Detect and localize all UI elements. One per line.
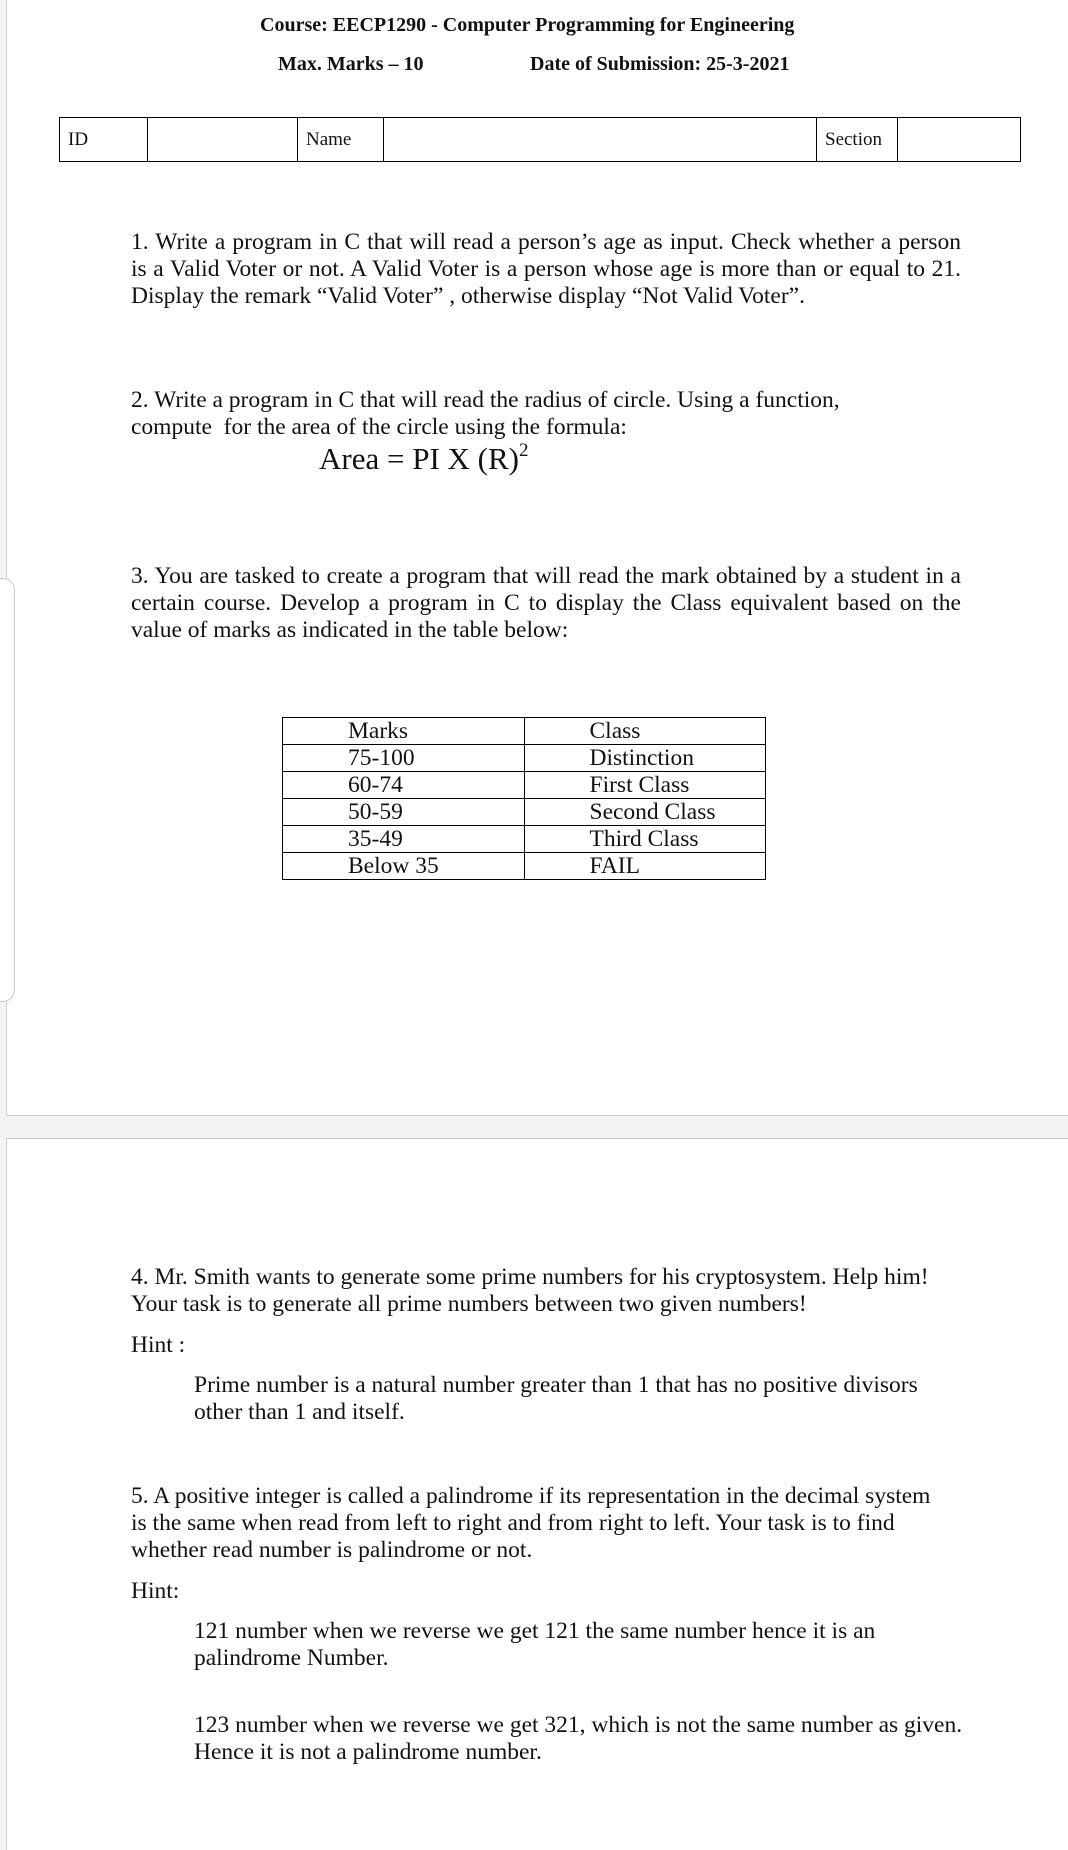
question-5: 5. A positive integer is called a palindrome if its representation in the decimal system is the same when read from left to right and from right to left. Your task is to find whether read number is palindrome or not.	[131, 1483, 931, 1563]
question-2-line-2: compute for the area of the circle using the formula:	[131, 414, 627, 440]
class-cell: Distinction	[524, 745, 766, 772]
name-label: Name	[298, 118, 384, 162]
course-title: Course: EECP1290 - Computer Programming for Engineering	[260, 14, 795, 36]
table-row	[283, 772, 766, 799]
table-row	[283, 745, 766, 772]
marks-cell: 60-74	[283, 772, 525, 799]
question-4: 4. Mr. Smith wants to generate some prime numbers for his cryptosystem. Help him! Your task is to generate all prime numbers between two given numbers!	[131, 1264, 929, 1317]
table-row	[283, 826, 766, 853]
table-header-row	[283, 718, 766, 745]
question-3: 3. You are tasked to create a program that will read the mark obtained by a student in a certain course. Develop a program in C to display the Class equivalent based on the value of marks as indicated in the table below:	[131, 563, 961, 643]
question-4-hint-label: Hint :	[131, 1332, 186, 1358]
class-cell: Third Class	[524, 826, 766, 853]
area-formula	[319, 440, 529, 477]
marks-cell: 75-100	[283, 745, 525, 772]
table-row	[283, 853, 766, 880]
formula-exponent: 2	[519, 440, 529, 461]
question-5-hint-label: Hint:	[131, 1578, 180, 1604]
id-label: ID	[60, 118, 148, 162]
class-cell: First Class	[524, 772, 766, 799]
page-2	[6, 1138, 1068, 1850]
question-5-hint-1: 121 number when we reverse we get 121 the same number hence it is an palindrome Number.	[194, 1618, 876, 1671]
marks-cell: 50-59	[283, 799, 525, 826]
class-cell: Second Class	[524, 799, 766, 826]
name-value-cell[interactable]	[384, 118, 817, 162]
marks-class-table	[282, 717, 766, 880]
question-1: 1. Write a program in C that will read a person’s age as input. Check whether a person is a Valid Voter or not. A Valid Voter is a person whose age is more than or equal to 21. Display the remark “Valid Voter” , otherwise display “Not Valid Voter”.	[131, 229, 961, 309]
page-1	[6, 0, 1068, 1116]
submission-date: Date of Submission: 25-3-2021	[530, 53, 790, 75]
marks-cell: Below 35	[283, 853, 525, 880]
section-label: Section	[817, 118, 898, 162]
marks-cell: 35-49	[283, 826, 525, 853]
question-4-hint: Prime number is a natural number greater than 1 that has no positive divisors other than 1 and itself.	[194, 1372, 918, 1425]
table-row	[283, 799, 766, 826]
section-value-cell[interactable]	[898, 118, 1021, 162]
question-5-hint-2: 123 number when we reverse we get 321, which is not the same number as given. Hence it is not a palindrome number.	[194, 1712, 963, 1765]
id-value-cell[interactable]	[148, 118, 298, 162]
side-panel-tab[interactable]	[0, 578, 15, 1002]
formula-text: Area = PI X (R)	[319, 441, 519, 476]
student-info-table	[59, 117, 1021, 162]
header-class: Class	[524, 718, 766, 745]
header-marks: Marks	[283, 718, 525, 745]
question-2-line-1: 2. Write a program in C that will read the radius of circle. Using a function,	[131, 387, 840, 413]
max-marks: Max. Marks – 10	[278, 53, 424, 75]
class-cell: FAIL	[524, 853, 766, 880]
